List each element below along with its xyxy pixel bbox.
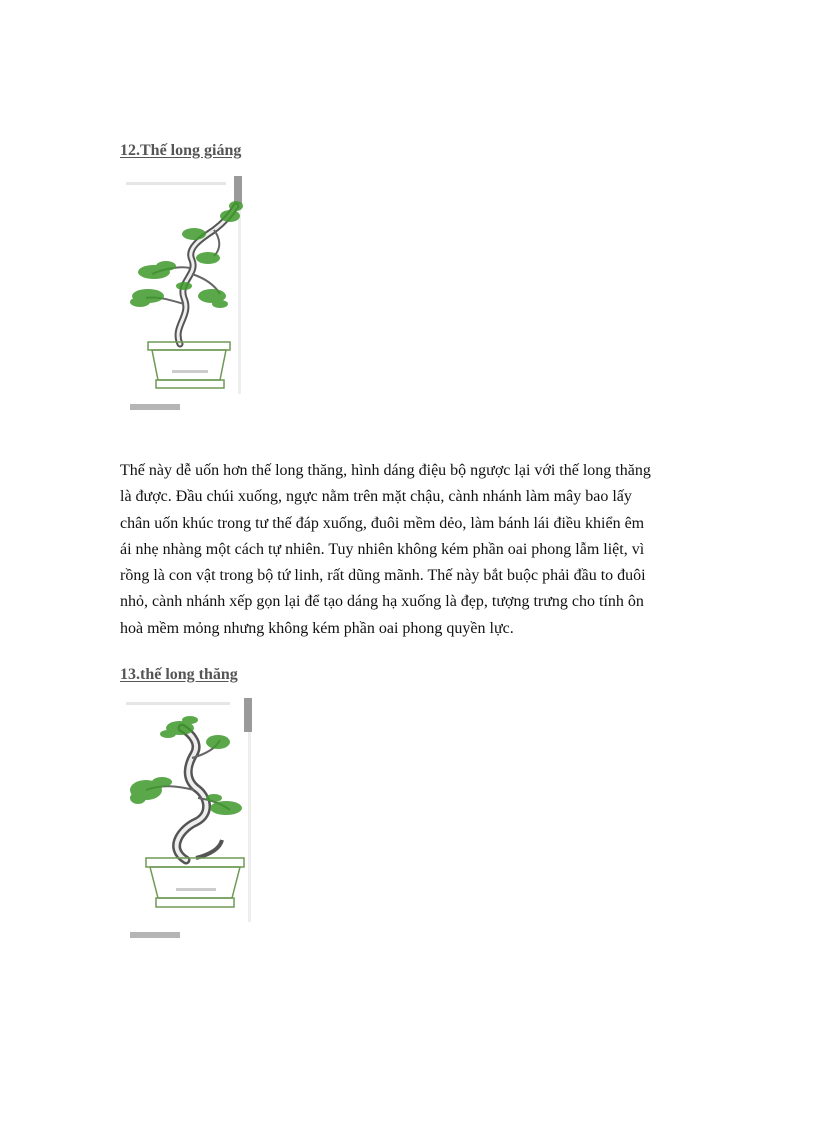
bonsai-long-thang-illustration xyxy=(122,698,260,944)
paragraph-line: hoà mềm mỏng nhưng không kém phần oai phong quyền lực. xyxy=(120,619,514,637)
bonsai-long-giang-illustration xyxy=(122,176,250,418)
paragraph-line: nhỏ, cành nhánh xếp gọn lại để tạo dáng hạ xuống là đẹp, tượng trưng cho tính ôn xyxy=(120,593,644,611)
paragraph-line: Thế này dễ uốn hơn thế long thăng, hình dáng điệu bộ ngược lại với thế long thăng xyxy=(120,462,651,479)
paragraph-line: ái nhẹ nhàng một cách tự nhiên. Tuy nhiên không kém phần oai phong lẫm liệt, vì xyxy=(120,540,645,558)
section-12-heading: 12.Thế long giáng xyxy=(120,142,242,159)
section-13-heading: 13.thế long thăng xyxy=(120,666,238,683)
section-12-description xyxy=(120,458,720,642)
paragraph-line: là được. Đầu chúi xuống, ngực nằm trên mặt chậu, cành nhánh làm mây bao lấy xyxy=(120,488,632,506)
paragraph-line: chân uốn khúc trong tư thế đáp xuống, đuôi mềm dẻo, làm bánh lái điều khiển êm xyxy=(120,514,645,532)
paragraph-line: rồng là con vật trong bộ tứ linh, rất dũng mãnh. Thế này bắt buộc phải đầu to đuôi xyxy=(120,567,646,585)
